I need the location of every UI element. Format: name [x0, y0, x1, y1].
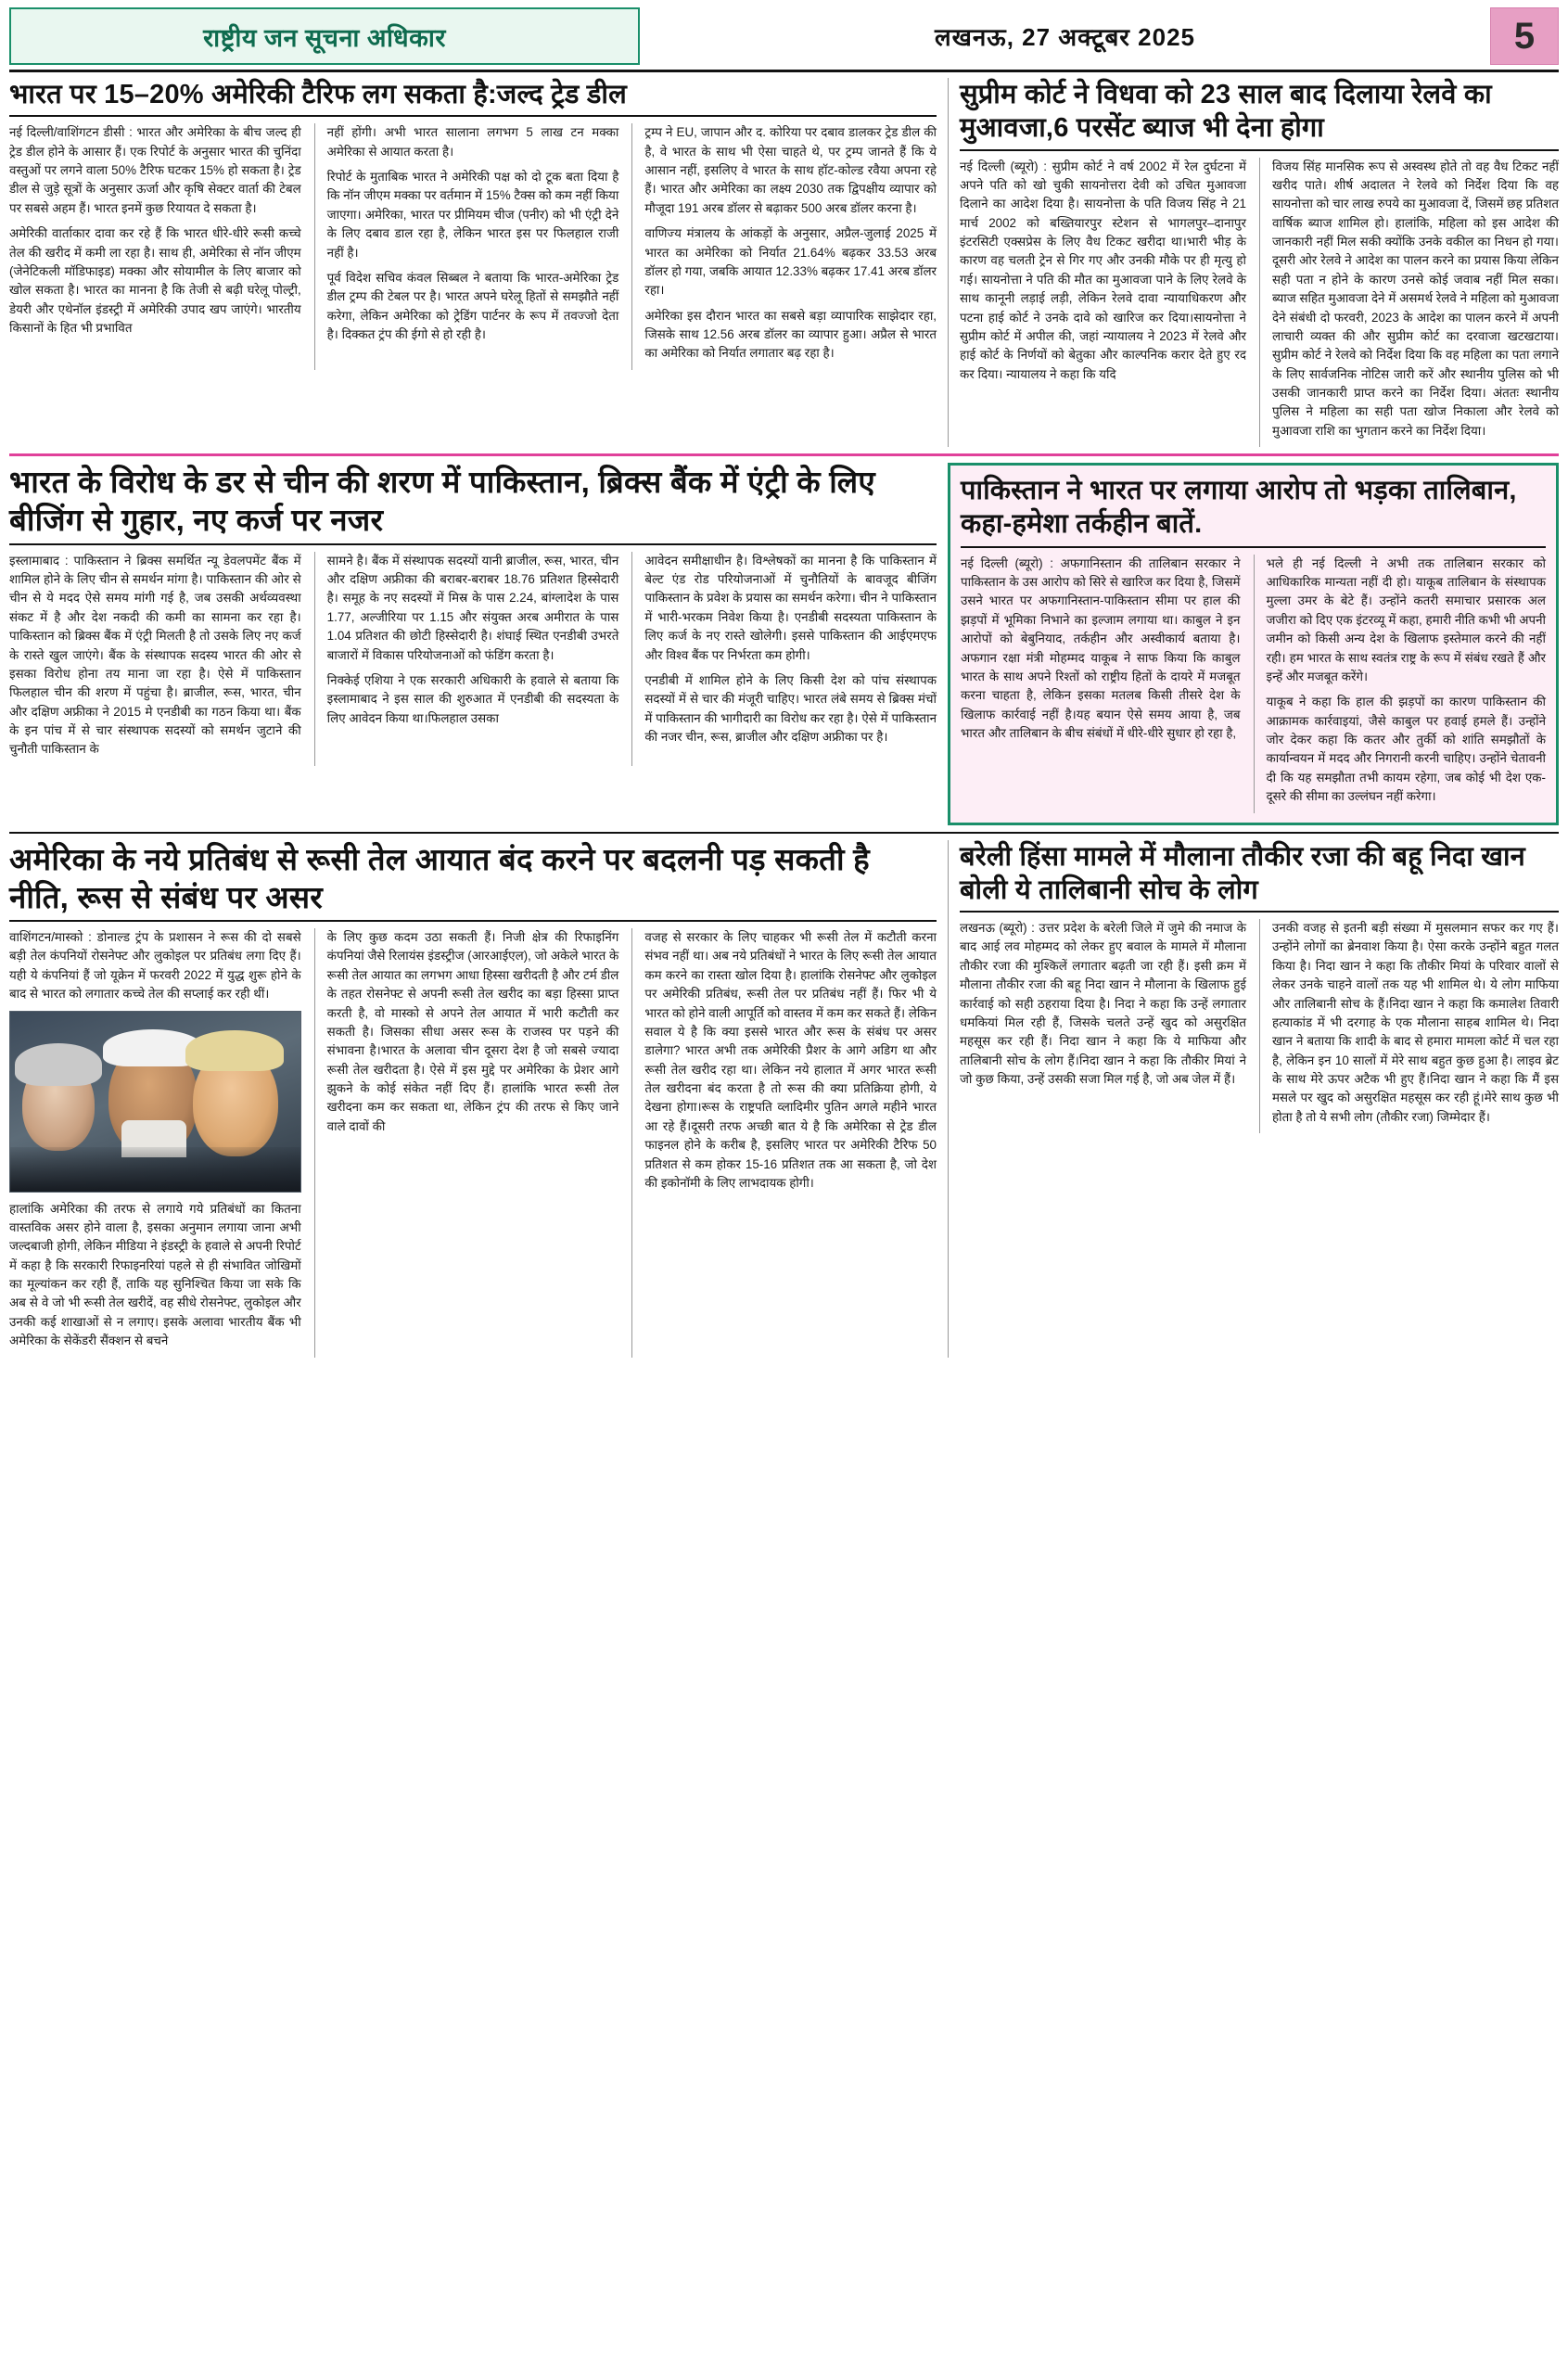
- paragraph: उनकी वजह से इतनी बड़ी संख्या में मुसलमान सफर कर गए हैं। उन्होंने लोगों का ब्रेनवाश किया है। ऐसा करके उन्होंने बहुत गलत किया है। निदा खान ने कहा कि तौकीर मियां के परिवार वालों से लेकर उनके चाहने वालों तक यह भी शामिल थे। ये लोग माफिया और तालिबानी सोच के हैं।निदा खान ने कहा कि कमालेश तिवारी हत्याकांड में भी दरगाह के एक मौलाना साहब शामिल थे। निदा खान ने बताया कि शादी के बाद से हमारा मामला कोर्ट में चल रहा है, लेकिन इन 10 सालों में मेरे साथ बहुत कुछ हुआ है। लाइव ब्रेट के साथ मेरे ऊपर अटैक भी हुए हैं।निदा खान ने कहा कि मैं इस मसले पर खुद को असुरक्षित महसूस कर रही हूं।मेरे साथ कुछ भी होता है तो ये सभी लोग (तौकीर रजा) जिम्मेदार हैं।: [1272, 921, 1559, 1124]
- story-bareilly: [948, 840, 1559, 1358]
- story-tariff-headline: भारत पर 15–20% अमेरिकी टैरिफ लग सकता है:जल्द ट्रेड डील: [9, 78, 937, 117]
- paragraph: इस्लामाबाद : पाकिस्तान ने ब्रिक्स समर्थित न्यू डेवलपमेंट बैंक में शामिल होने के लिए चीन से समर्थन मांगा है। पाकिस्तान की ओर से चीन से ये मदद ऐसे समय मांगी गई है, जब उसकी अर्थव्यवस्था संकट में है और देश नकदी की कमी का सामना कर रहा है। पाकिस्तान को ब्रिक्स बैंक में एंट्री मिलती है तो उसके लिए नए कर्ज के रास्ते खुल जाएंगे। बैंक के संस्थापक सदस्य भारत की ओर से इसका विरोध होना तय माना जा रहा है। ऐसे में पाकिस्तान फिलहाल चीन की शरण में पहुंचा है। ब्राजील, रूस, भारत, चीन और दक्षिण अफ्रीका ने 2015 मे एनडीबी का गठन किया था। बैंक के इन पांच में से चार संस्थापक सदस्यों को समर्थन जुटाने की चुनौती पाकिस्तान के: [9, 553, 301, 757]
- story-brics-col1: [9, 552, 301, 766]
- story-tariff-col3: [631, 123, 937, 370]
- story-oil: [9, 840, 937, 1358]
- middle-region: [9, 463, 1559, 824]
- paragraph: लखनऊ (ब्यूरो) : उत्तर प्रदेश के बरेली जिले में जुमे की नमाज के बाद आई लव मोहम्मद को लेकर हुए बवाल के मामले में मौलाना तौकीर रजा की मुश्किलें लगातार बढ़ती जा रही हैं। इसी क्रम में मौलाना तौकीर रजा की बहू निदा खान ने मौलाना के खिलाफ हुई कार्रवाई को सही ठहराया दिया है। निदा ने कहा कि उन्हें लगातार धमकियां मिल रही हैं, जिसके चलते उन्हें खुद को असुरक्षित महसूस कर रही हैं। निदा खान ने कहा कि ये माफिया और तालिबानी सोच के लोग हैं।निदा खान ने कहा कि तौकीर मियां ने जो कुछ किया, उन्हें उसकी सजा मिल गई है, जो अब जेल में हैं।: [960, 921, 1246, 1086]
- masthead-divider: [9, 70, 1559, 72]
- page-number: 5: [1513, 15, 1536, 57]
- bottom-region: [9, 840, 1559, 1358]
- paragraph: विजय सिंह मानसिक रूप से अस्वस्थ होते तो वह वैध टिकट नहीं खरीद पाते। शीर्ष अदालत ने रेलवे को निर्देश दिया कि वह सायनोत्ता को चार लाख रुपये का मुआवजा दें, जिसमें छह प्रतिशत वार्षिक ब्याज शामिल हो। हालांकि, महिला को इस आदेश की जानकारी नहीं मिल सकी क्योंकि उनके वकील का निधन हो गया। दूसरी ओर रेलवे ने आदेश का पालन करने का प्रयास किया लेकिन सही पता न होने के कारण उनसे कोई जवाब नहीं मिल सका। ब्याज सहित मुआवजा देने में असमर्थ रेलवे ने महिला को मुआवजा देने संबंधी दो फरवरी, 2023 के आदेश का पालन करने में अपनी लाचारी व्यक्त की और सुप्रीम कोर्ट का दरवाजा खटखटाया। सुप्रीम कोर्ट ने रेलवे को निर्देश दिया कि वह महिला का पता लगाने के लिए सार्वजनिक नोटिस जारी करें और स्थानीय पुलिस को भी उसकी जानकारी प्राप्त करने का निर्देश दिया। अंततः स्थानीय पुलिस ने महिला का सही पता खोज निकाला और रेलवे को मुआवजा राशि का भुगतान करने का निर्देश दिया।: [1272, 159, 1559, 438]
- paragraph: वजह से सरकार के लिए चाहकर भी रूसी तेल में कटौती करना संभव नहीं था। अब नये प्रतिबंधों ने भारत के लिए रूसी तेल आयात कम करने का रास्ता खोल दिया है। हालांकि रोसनेफ्ट और लुकोइल पर अमेरिकी प्रतिबंध, रूसी तेल पर प्रतिबंध नहीं हैं। फिर भी ये भारत को होने वाली आपूर्ति को वास्तव में कम कर सकते हैं। लेकिन सवाल ये है कि क्या इससे भारत और रूस के संबंध पर असर डालेगा? भारत अभी तक अमेरिकी प्रैशर के आगे अडिग था और रूसी तेल खरीद रहा था। लेकिन नये हालात में अगर भारत रूसी तेल खरीदना बंद करता है तो रूस की क्या प्रतिक्रिया होगी, ये देखना होगा।रूस के राष्ट्रपति व्लादिमीर पुतिन अगले महीने भारत आ रहे हैं।दूसरी तरफ अच्छी बात ये है कि अमेरिका से ट्रेड डील फाइनल होने के करीब है, इसलिए भारत पर अमेरिकी टैरिफ 50 प्रतिशत से कम होकर 15-16 प्रतिशत तक आ सकता है, जो देश की इकोनॉमी के लिए लाभदायक होगी।: [644, 930, 937, 1190]
- paragraph: याकूब ने कहा कि हाल की झड़पों का कारण पाकिस्तान की आक्रामक कार्रवाइयां, जैसे काबुल पर हवाई हमले हैं। उन्होंने जोर देकर कहा कि कतर और तुर्की को शांति समझौतों के कार्यान्वयन में मदद और निगरानी करनी चाहिए। उन्होंने चेतावनी दी कि यह समझौता तभी कायम रहेगा, जब कोई भी देश एक-दूसरे की सीमा का उल्लंघन नहीं करेगा।: [1266, 695, 1546, 804]
- paragraph: अमेरिकी वार्ताकार दावा कर रहे हैं कि भारत धीरे-धीरे रूसी कच्चे तेल की खरीद में कमी ला रहा है। साथ ही, अमेरिका से नॉन जीएम (जेनेटिकली मॉडिफाइड) मक्का और सोयामील के लिए बाजार को खोल सकता है। भारत का मानना है कि तेजी से बढ़ी घरेलू पोल्ट्री, डेयरी और एथेनॉल इंडस्ट्री में अमेरिकी उपाद खप जाएंगे। भारतीय किसानों के हित भी प्रभावित: [9, 226, 301, 335]
- masthead-logo: [9, 7, 640, 65]
- paragraph: अमेरिका इस दौरान भारत का सबसे बड़ा व्यापारिक साझेदार रहा, जिसके साथ 12.56 अरब डॉलर का व्यापार हुआ। अप्रैल से भारत का अमेरिका को निर्यात लगातार बढ़ रहा है।: [644, 308, 937, 361]
- paragraph: रिपोर्ट के मुताबिक भारत ने अमेरिकी पक्ष को दो टूक बता दिया है कि नॉन जीएम मक्का पर वर्तमान में 15% टैक्स को कम नहीं किया जाएगा। अमेरिका, भारत पर प्रीमियम चीज (पनीर) को भी एंट्री देने के लिए दबाव डाल रहा है, लेकिन भारत इस पर फिलहाल राजी नहीं है।: [326, 170, 619, 260]
- leaders-photo: [9, 1011, 301, 1193]
- paragraph: भले ही नई दिल्ली ने अभी तक तालिबान सरकार को आधिकारिक मान्यता नहीं दी हो। याकूब तालिबान के संस्थापक मुल्ला उमर के बेटे हैं। उन्होंने कतरी समाचार प्रसारक अल जजीरा को दिए एक इंटरव्यू में कहा, हमारी नीति कभी भी अपनी जमीन को किसी अन्य देश के खिलाफ इस्तेमाल करने की नहीं रही। हम भारत के साथ स्वतंत्र राष्ट्र के रूप में संबंध रखते हैं और इन्हें और मजबूत करेंगे।: [1266, 555, 1546, 683]
- story-tariff-columns: [9, 123, 937, 370]
- story-taliban-col1: [961, 555, 1241, 813]
- story-tariff: [9, 78, 937, 447]
- story-brics-headline: भारत के विरोध के डर से चीन की शरण में पाकिस्तान, ब्रिक्स बैंक में एंट्री के लिए बीजिंग से गुहार, नए कर्ज पर नजर: [9, 463, 937, 545]
- masthead-dateline: लखनऊ, 27 अक्टूबर 2025: [934, 23, 1195, 51]
- story-bareilly-headline: बरेली हिंसा मामले में मौलाना तौकीर रजा की बहू निदा खान बोली ये तालिबानी सोच के लोग: [960, 840, 1559, 913]
- story-tariff-col2: [314, 123, 619, 370]
- paragraph: वाणिज्य मंत्रालय के आंकड़ों के अनुसार, अप्रैल-जुलाई 2025 में भारत का अमेरिका को निर्यात 21.64% बढ़कर 33.53 अरब डॉलर हो गया, जबकि आयात 12.33% बढ़कर 17.41 अरब डॉलर रहा।: [644, 226, 937, 298]
- story-taliban-wrapper: [948, 463, 1559, 824]
- story-widow-headline: सुप्रीम कोर्ट ने विधवा को 23 साल बाद दिलाया रेलवे का मुआवजा,6 परसेंट ब्याज भी देना होगा: [960, 78, 1559, 151]
- paragraph: एनडीबी में शामिल होने के लिए किसी देश को पांच संस्थापक सदस्यों में से चार की मंजूरी चाहिए। भारत लंबे समय से ब्रिक्स मंचों में पाकिस्तान की भागीदारी का विरोध कर रहा है। ऐसे में पाकिस्तान की नजर चीन, रूस, ब्राजील और दक्षिण अफ्रीका पर है।: [644, 672, 937, 744]
- photo-figure-trump: [193, 1047, 278, 1156]
- paragraph: सामने है। बैंक में संस्थापक सदस्यों यानी ब्राजील, रूस, भारत, चीन और दक्षिण अफ्रीका की बराबर-बराबर 18.76 प्रतिशत हिस्सेदारी है। समूह के नए सदस्यों में मिस्र के पास 2.24, बांग्लादेश के पास 1.77, अल्जीरिया पर 1.15 और संयुक्त अरब अमीरात के पास 1.04 प्रतिशत की छोटी हिस्सेदारी है। शंघाई स्थित एनडीबी उभरते बाजारों में विकास परियोजनाओं को फंडिंग करता है।: [326, 553, 619, 662]
- story-taliban-headline: पाकिस्तान ने भारत पर लगाया आरोप तो भड़का तालिबान, कहा-हमेशा तर्कहीन बातें.: [961, 474, 1546, 548]
- paragraph: के लिए कुछ कदम उठा सकती हैं। निजी क्षेत्र की रिफाइनिंग कंपनियां जैसे रिलायंस इंडस्ट्रीज (आरआईएल), जो अकेले भारत के रूसी तेल आयात का लगभग आधा हिस्सा खरीदती है और टर्म डील के तहत रोसनेफ्ट से अपनी रूसी तेल खरीद का बड़ा हिस्सा प्राप्त करती है, वो मास्को से अपने तेल आयात में भारी कटौती कर सकती है। जिसका सीधा असर रूस के राजस्व पर पड़ने की संभावना है।भारत के अलावा चीन दूसरा देश है जो सबसे ज्यादा रूसी तेल खरीदता है। ऐसे में इस मुद्दे पर अमेरिका के प्रेशर आगे झुकने के कोई संकेत नहीं दिए हैं। हालांकि भारत रूसी तेल खरीदना कम कर सकता था, लेकिन ट्रंप की तरफ से किए जाने वाले दावों की: [326, 930, 619, 1133]
- story-oil-col2: [314, 928, 619, 1358]
- photo-figure-putin: [22, 1058, 95, 1151]
- paragraph: नई दिल्ली (ब्यूरो) : सुप्रीम कोर्ट ने वर्ष 2002 में रेल दुर्घटना में अपने पति को खो चुकी सायनोत्तरा देवी को उचित मुआवजा दिलाने का आदेश दिया है। सायनोत्ता के पति विजय सिंह ने 21 मार्च 2002 को बख्तियारपुर स्टेशन से भागलपुर–दानापुर इंटरसिटी एक्सप्रेस के लिए वैध टिकट खरीदा था।भारी भीड़ के कारण वह चलती ट्रेन से गिर गए और उनकी मौके पर ही मृत्यु हो गई। सायनोत्ता ने पति की मौत का मुआवजा पाने के लिए रेलवे के साथ कानूनी लड़ाई लड़ी, लेकिन रेलवे दावा न्यायाधिकरण और पटना हाई कोर्ट ने उनके दावे को खारिज कर दिया।सायनोत्ता ने सुप्रीम कोर्ट में अपील की, जहां न्यायालय ने 2023 में रेलवे और हाई कोर्ट के निर्णयों को बेतुका और काल्पनिक करार देते हुए रद कर दिया। न्यायालय ने कहा कि यदि: [960, 159, 1246, 381]
- story-bareilly-col2: [1259, 919, 1559, 1133]
- story-oil-columns: [9, 928, 937, 1358]
- story-tariff-col1: [9, 123, 301, 370]
- top-region: [9, 78, 1559, 447]
- story-taliban: [948, 463, 1559, 824]
- story-brics-col3: [631, 552, 937, 766]
- story-oil-col1: [9, 928, 301, 1358]
- story-widow: [948, 78, 1559, 447]
- story-taliban-col2: [1254, 555, 1547, 813]
- story-bareilly-columns: [960, 919, 1559, 1133]
- story-brics-col2: [314, 552, 619, 766]
- story-brics-columns: [9, 552, 937, 766]
- masthead-dateline-box: [640, 7, 1490, 65]
- paragraph: नई दिल्ली/वाशिंगटन डीसी : भारत और अमेरिका के बीच जल्द ही ट्रेड डील होने के आसार हैं। एक रिपोर्ट के अनुसार भारत की चुनिंदा वस्तुओं पर लगने वाला 50% टैरिफ घटकर 15% हो सकता है। ट्रेड डील से जुड़े सूत्रों के अनुसार ऊर्जा और कृषि सेक्टर वार्ता की टेबल पर सबसे अहम हैं। भारत इनमें कुछ रियायत दे सकता है।: [9, 125, 301, 215]
- paragraph: ट्रम्प ने EU, जापान और द. कोरिया पर दबाव डालकर ट्रेड डील की है, वे भारत के साथ भी ऐसा चाहते थे, पर ट्रम्प जानते हैं कि ये आसान नहीं, इसलिए वे भारत के साथ हॉट-कोल्ड रवैया अपना रहे हैं। भारत और अमेरिका का लक्ष्य 2030 तक द्विपक्षीय व्यापार को मौजूदा 191 अरब डॉलर से बढ़ाकर 500 अरब डॉलर करना है।: [644, 125, 937, 215]
- masthead-title: राष्ट्रीय जन सूचना अधिकार: [203, 23, 446, 52]
- story-widow-col1: [960, 158, 1246, 448]
- story-bareilly-col1: [960, 919, 1246, 1133]
- story-oil-headline: अमेरिका के नये प्रतिबंध से रूसी तेल आयात बंद करने पर बदलनी पड़ सकती है नीति, रूस से संबंध पर असर: [9, 840, 937, 923]
- photo-figure-modi: [108, 1040, 198, 1155]
- photo-foreground: [10, 1147, 300, 1192]
- paragraph: नहीं होंगी। अभी भारत सालाना लगभग 5 लाख टन मक्का अमेरिका से आयात करता है।: [326, 125, 619, 159]
- paragraph: पूर्व विदेश सचिव कंवल सिब्बल ने बताया कि भारत-अमेरिका ट्रेड डील ट्रम्प की टेबल पर है। भारत अपने घरेलू हितों से समझौते नहीं करेगा, लेकिन अमेरिका को ट्रेडिंग पार्टनर के रूप में तवज्जो देता है। दिक्कत ट्रंप की ईगो से हो रही है।: [326, 270, 619, 341]
- black-divider: [9, 832, 1559, 834]
- page-number-badge: [1490, 7, 1559, 65]
- story-widow-columns: [960, 158, 1559, 448]
- paragraph: वाशिंगटन/मास्को : डोनाल्ड ट्रंप के प्रशासन ने रूस की दो सबसे बड़ी तेल कंपनियों रोसनेफ्ट और लुकोइल पर प्रतिबंध लगा दिए हैं। यही ये कंपनियां हैं जो यूक्रेन में फरवरी 2022 में युद्ध शुरू होने के बाद से भारत को लगातार कच्चे तेल की सप्लाई कर रही थीं।: [9, 930, 301, 1002]
- masthead: [9, 7, 1559, 65]
- paragraph: निक्केई एशिया ने एक सरकारी अधिकारी के हवाले से बताया कि इस्लामाबाद ने इस साल की शुरुआत में एनडीबी की सदस्यता के लिए आवेदन किया था।फिलहाल उसका: [326, 672, 619, 725]
- pink-divider: [9, 453, 1559, 456]
- paragraph: आवेदन समीक्षाधीन है। विश्लेषकों का मानना है कि पाकिस्तान में बेल्ट एंड रोड परियोजनाओं में चुनौतियों के बावजूद बीजिंग पाकिस्तान के प्रवेश के प्रयास का समर्थन करेगा। चीन ने पाकिस्तान में भारी-भरकम निवेश किया है। एनडीबी सदस्यता पाकिस्तान के लिए कर्ज के नए रास्ते खोलेगी। इससे पाकिस्तान की आईएमएफ और विश्व बैंक पर निर्भरता कम होगी।: [644, 553, 937, 662]
- story-taliban-columns: [961, 555, 1546, 813]
- story-widow-col2: [1259, 158, 1559, 448]
- story-brics: [9, 463, 937, 824]
- story-oil-col3: [631, 928, 937, 1358]
- paragraph: नई दिल्ली (ब्यूरो) : अफगानिस्तान की तालिबान सरकार ने पाकिस्तान के उस आरोप को सिरे से खारिज कर दिया है, जिसमें उसने भारत पर अफगानिस्तान-पाकिस्तान सीमा पर हाल की झड़पों में भूमिका निभाने का इल्जाम लगाया था। काबुल ने इन आरोपों को बेबुनियाद, तर्कहीन और अस्वीकार्य बताया है। अफगान रक्षा मंत्री मोहम्मद याकूब ने साफ किया कि काबुल भारत के साथ अपने रिश्तों को राष्ट्रीय हितों के दायरे में मजबूत करना चाहता है, लेकिन इसका मतलब किसी तीसरे देश के खिलाफ कार्रवाई नहीं है।यह बयान ऐसे समय आया है, जब भारत और तालिबान के बीच संबंधों में धीरे-धीरे सुधार हो रहा है,: [961, 555, 1241, 740]
- paragraph: हालांकि अमेरिका की तरफ से लगाये गये प्रतिबंधों का कितना वास्तविक असर होने वाला है, इसका अनुमान लगाया जाना अभी जल्दबाजी होगी, लेकिन मीडिया ने इंडस्ट्री के हवाले से अपनी रिपोर्ट में कहा है कि सरकारी रिफाइनरियां पहले से ही संभावित जोखिमों का मूल्यांकन कर रही हैं, ताकि यह सुनिश्चित किया जा सके कि अब से वे जो भी रूसी तेल खरीदें, वह सीधे रोसनेफ्ट, लुकोइल और उनकी कई शाखाओं से न लगाए। इसके अलावा भारतीय बैंक भी अमेरिका के सेकेंडरी सैंक्शन से बचने: [9, 1201, 301, 1348]
